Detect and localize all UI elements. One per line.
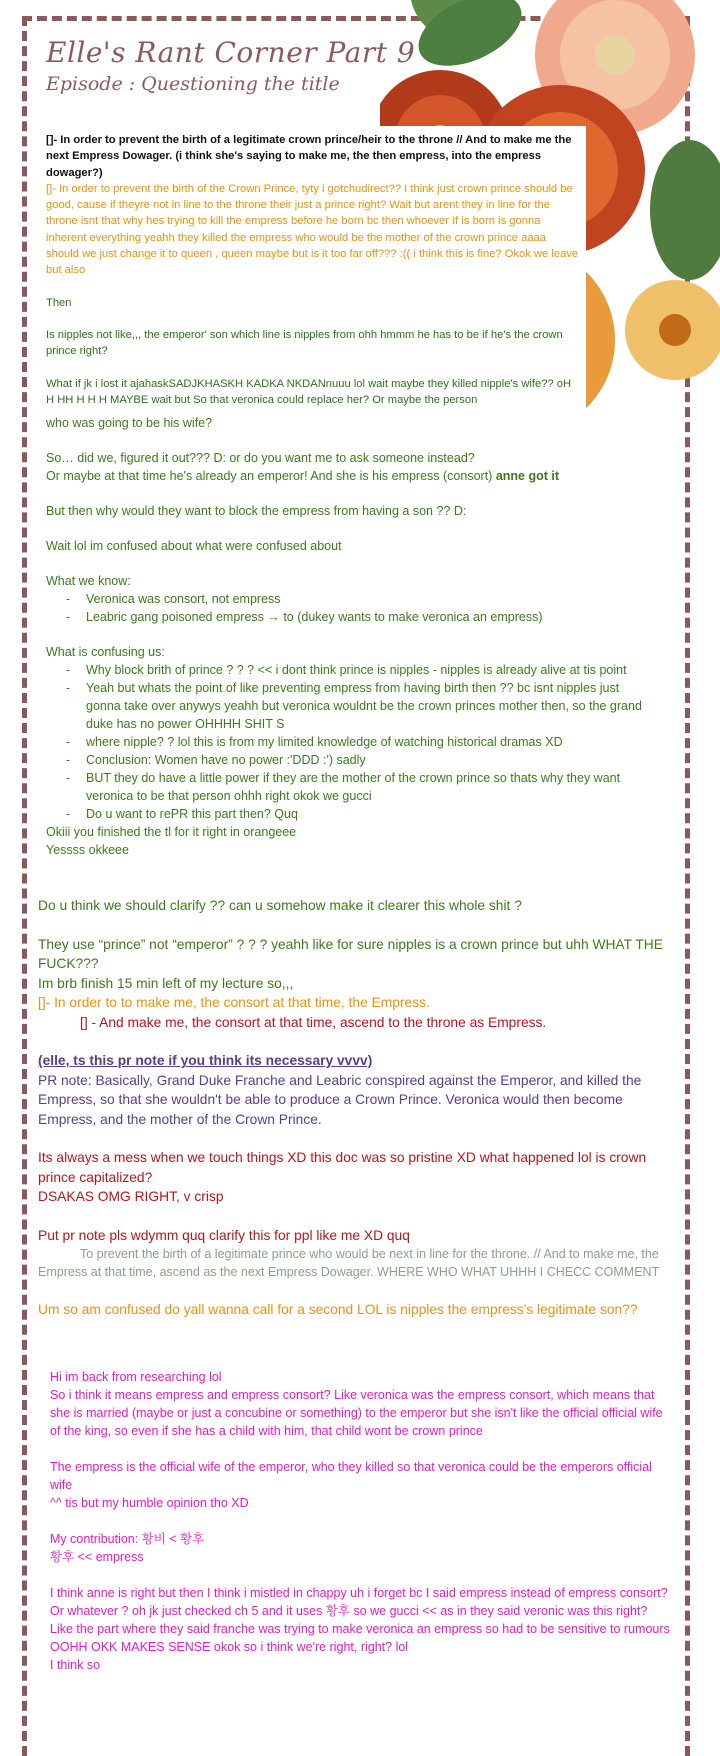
discussion-section: [38, 896, 670, 1320]
page-title: Elle's Rant Corner Part 9: [46, 36, 416, 69]
mag-m9: I think so: [50, 1658, 101, 1672]
green-a3-text: Or maybe at that time he's already an emperor! And she is his empress (consort): [46, 469, 496, 483]
mag-m3: The empress is the official wife of the emperor, who they killed so that veronica could be the emperors official wife: [50, 1460, 652, 1492]
mag-m1: Hi im back from researching lol: [50, 1370, 222, 1384]
mag-m2: So i think it means empress and empress consort? Like veronica was the empress consort, which means that she is married (maybe or just a concubine or something) to the emperor but she isn't like the official official wife of the king, so even if she has a child with him, that child wont be crown prince: [50, 1388, 663, 1438]
card-text: [46, 132, 582, 408]
confusing-list: [46, 661, 646, 823]
list-item: - Conclusion: Women have no power :'DDD :') sadly: [66, 751, 646, 769]
list-item: - where nipple? ? lol this is from my limited knowledge of watching historical dramas XD: [66, 733, 646, 751]
big-b9: DSAKAS OMG RIGHT, v crisp: [38, 1189, 224, 1204]
list-item: - Leabric gang poisoned empress → to (dukey wants to make veronica an empress): [66, 608, 646, 626]
mag-m7: I think anne is right but then I think i mistled in chappy uh i forget bc I said empress instead of empress consort? Or whatever ? oh jk just checked ch 5 and it uses 황후 so we gucci << as in they said veronic was this right?: [50, 1586, 668, 1618]
card-line-5: What if jk i lost it ajahaskSADJKHASKH KADKA NKDANnuuu lol wait maybe they killed nipple's wife?? oH H HH H H H MAYBE wait but So that veronica could replace her? Or maybe the person: [46, 377, 572, 406]
list-item: - Veronica was consort, not empress: [66, 590, 646, 608]
known-list: [46, 590, 646, 626]
big-b4: []- In order to to make me, the consort at that time, the Empress.: [38, 995, 430, 1010]
card-line-1: []- In order to prevent the birth of a legitimate crown prince/heir to the throne // And to make me the next Empress Dowager. (i think she's saying to make me, the then empress, into the empress dowager?): [46, 134, 572, 179]
big-b10: Put pr note pls wdymm quq clarify this for ppl like me XD quq: [38, 1227, 410, 1243]
big-b7: PR note: Basically, Grand Duke Franche and Leabric conspired against the Emperor, and killed the Empress, so that she wouldn't be able to produce a Crown Prince. Veronica would then become Empress, and the mother of the Crown Prince.: [38, 1072, 642, 1127]
mag-m5: My contribution: 황비 < 황후: [50, 1532, 205, 1546]
green-a5: Wait lol im confused about what were confused about: [46, 539, 342, 553]
green-a3-bold: anne got it: [495, 469, 560, 483]
big-b12: Um so am confused do yall wanna call for a second LOL is nipples the empress's legitimate son??: [38, 1302, 638, 1317]
big-b1: Do u think we should clarify ?? can u somehow make it clearer this whole shit ?: [38, 898, 522, 913]
mag-m6: 황후 << empress: [50, 1550, 144, 1564]
magenta-section: [50, 1368, 672, 1674]
list-item: - Do u want to rePR this part then? Quq: [66, 805, 646, 823]
green-a9: Yessss okkeee: [46, 843, 129, 857]
green-section: [46, 414, 646, 859]
list-item: - Yeah but whats the point of like preventing empress from having birth then ?? bc isnt nipples just gonna take over anywys yeahh but veronica wouldnt be the crown princes mother then, so the grand duke has no power OHHHH SHIT S: [66, 679, 646, 733]
card-line-3: Then: [46, 296, 72, 309]
mag-m8: Like the part where they said franche was trying to make veronica an empress so had to be sensitive to rumours OOHH OKK MAKES SENSE okok so i think we're right, right? lol: [50, 1622, 670, 1654]
green-a2: So… did we, figured it out??? D: or do you want me to ask someone instead?: [46, 451, 475, 465]
green-a1: who was going to be his wife?: [46, 416, 213, 430]
big-b5: [] - And make me, the consort at that time, ascend to the throne as Empress.: [80, 1014, 547, 1030]
big-b2: They use “prince” not “emperor” ? ? ? yeahh like for sure nipples is a crown prince but uhh WHAT THE FUCK???: [38, 936, 663, 971]
big-b3: Im brb finish 15 min left of my lecture so,,,: [38, 975, 294, 991]
green-a8: Okiii you finished the tl for it right in orangeee: [46, 825, 297, 839]
green-a6: What we know:: [46, 574, 131, 588]
page-title-block: [46, 36, 415, 95]
green-a7: What is confusing us:: [46, 645, 165, 659]
big-b11: To prevent the birth of a legitimate prince who would be next in line for the throne. // And to make me, the Empress at that time, ascend as the next Empress Dowager. WHERE WHO WHAT UHHH I CHECC COMMENT: [38, 1247, 660, 1279]
big-b6: (elle, ts this pr note if you think its necessary vvvv): [38, 1053, 373, 1068]
card-line-2: []- In order to prevent the birth of the Crown Prince, tyty i gotchudirect?? I think just crown prince should be good, cause if theyre not in line to the throne their just a prince right? Wait but arent they in line for the throne isnt that why hes trying to kill the empress before he born bc then whoever If is born is gonna inherent everything yeahh they killed the empress who would be the mother of the crown prince aaaa should we just change it to queen , queen maybe but is it too far off??? :(( i think this is fine? Okok we leave but also: [46, 182, 579, 277]
list-item: - BUT they do have a little power if they are the mother of the crown prince so thats why they want veronica to be that person ohhh right okok we gucci: [66, 769, 646, 805]
card-line-4: Is nipples not like,,, the emperor' son which line is nipples from ohh hmmm he has to be if he's the crown prince right?: [46, 328, 563, 358]
green-a3: [46, 467, 646, 485]
page-subtitle: Episode : Questioning the title: [46, 73, 340, 95]
mag-m4: ^^ tis but my humble opinion tho XD: [50, 1496, 249, 1510]
green-a4: But then why would they want to block the empress from having a son ?? D:: [46, 504, 467, 518]
big-b8: Its always a mess when we touch things XD this doc was so pristine XD what happened lol is crown prince capitalized?: [38, 1150, 647, 1185]
list-item: - Why block brith of prince ? ? ? << i dont think prince is nipples - nipples is already alive at tis point: [66, 661, 646, 679]
